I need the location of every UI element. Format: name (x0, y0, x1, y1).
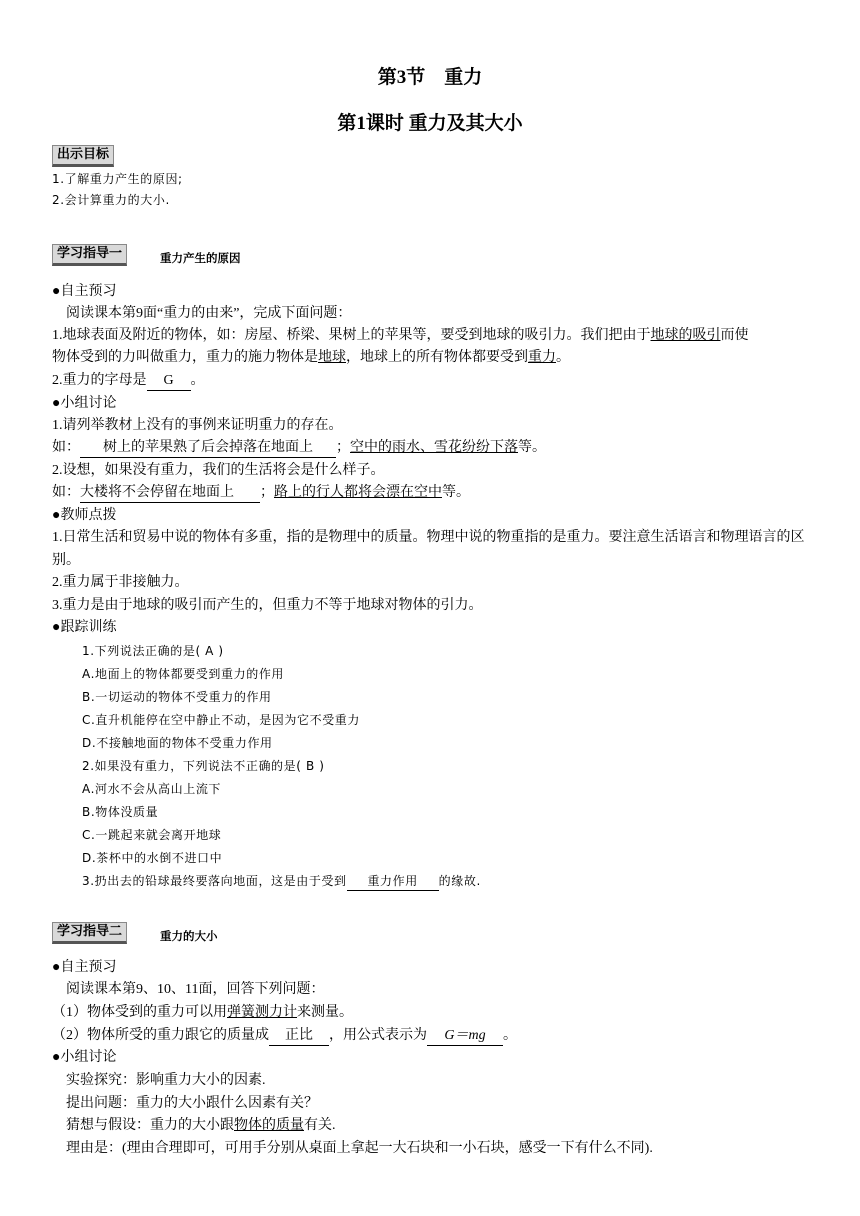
answer-underline: 地球 (318, 350, 346, 365)
answer-blank: 大楼将不会停留在地面上 (80, 484, 260, 503)
question-2-option-c: C.一跳起来就会离开地球 (82, 828, 222, 842)
question-3: 3.扔出去的铅球最终要落向地面，这是由于受到 重力作用 的缘故. (52, 870, 852, 893)
answer-underline: 弹簧测力计 (227, 1005, 297, 1020)
guide2-p1: （1）物体受到的重力可以用弹簧测力计来测量。 (52, 1005, 353, 1020)
guide1-discuss-1: 1.请列举教材上没有的事例来证明重力的存在。 (52, 418, 343, 433)
objective-item-1: 1.了解重力产生的原因; (52, 172, 183, 186)
lesson-title: 第1课时 重力及其大小 (337, 113, 523, 134)
question-1-option-d: D.不接触地面的物体不受重力作用 (82, 736, 273, 750)
guide1-discuss-heading: ●小组讨论 (52, 396, 117, 411)
answer-underline: 路上的行人都将会漂在空中 (274, 485, 442, 500)
question-2: 2.如果没有重力，下列说法不正确的是( B ) (82, 759, 325, 773)
guide2-preview-intro: 阅读课本第9、10、11面，回答下列问题： (66, 982, 325, 997)
guide1-topic: 重力产生的原因 (160, 251, 241, 265)
objective-item-2: 2.会计算重力的大小. (52, 193, 170, 207)
guide1-discuss-1-example: 如： 树上的苹果熟了后会掉落在地面上 ；空中的雨水、雪花纷纷下落等。 (52, 437, 822, 460)
guide2-experiment-1: 实验探究：影响重力大小的因素. (66, 1073, 266, 1088)
answer-underline: 空中的雨水、雪花纷纷下落 (350, 440, 518, 455)
answer-blank: G (147, 372, 191, 391)
guide2-discuss-heading: ●小组讨论 (52, 1050, 117, 1065)
answer-blank: 树上的苹果熟了后会掉落在地面上 (80, 439, 336, 458)
guide1-preview-heading: ●自主预习 (52, 284, 117, 299)
guide1-discuss-2: 2.设想，如果没有重力，我们的生活将会是什么样子。 (52, 463, 385, 478)
objectives-tag: 出示目标 (52, 145, 114, 167)
guide2-p2: （2）物体所受的重力跟它的质量成 正比 ，用公式表示为 G＝mg 。 (52, 1025, 822, 1048)
answer-blank: 正比 (269, 1027, 329, 1046)
question-2-option-b: B.物体没质量 (82, 805, 159, 819)
guide1-p1-line1: 1.地球表面及附近的物体，如：房屋、桥梁、果树上的苹果等，要受到地球的吸引力。我们把由于地球的吸引而使 (52, 328, 749, 343)
guide2-experiment-2: 提出问题：重力的大小跟什么因素有关？ (66, 1096, 318, 1111)
guide1-teacher-1: 1.日常生活和贸易中说的物体有多重，指的是物理中的质量。物理中说的物重指的是重力。要注意生活语言和物理语言的区别。 (52, 530, 805, 568)
guide1-preview-intro: 阅读课本第9面“重力的由来”，完成下面问题： (66, 306, 352, 321)
answer-underline: 地球的吸引 (650, 328, 721, 343)
guide2-experiment-3: 猜想与假设：重力的大小跟物体的质量有关. (66, 1118, 336, 1133)
guide1-teacher-3: 3.重力是由于地球的吸引而产生的，但重力不等于地球对物体的引力。 (52, 598, 483, 613)
guide1-practice-heading: ●跟踪训练 (52, 620, 117, 635)
guide2-preview-heading: ●自主预习 (52, 960, 117, 975)
section-title: 第3节 重力 (377, 67, 483, 88)
answer-blank: G＝mg (427, 1027, 503, 1046)
question-2-option-d: D.茶杯中的水倒不进口中 (82, 851, 223, 865)
question-2-option-a: A.河水不会从高山上流下 (82, 782, 222, 796)
question-1-option-a: A.地面上的物体都要受到重力的作用 (82, 667, 285, 681)
guide1-p2: 2.重力的字母是 G 。 (52, 370, 822, 393)
guide2-topic: 重力的大小 (160, 929, 218, 943)
guide2-tag: 学习指导二 (52, 922, 127, 944)
question-1: 1.下列说法正确的是( A ) (82, 644, 224, 658)
answer-blank: 重力作用 (347, 872, 439, 891)
answer-underline: 重力 (528, 350, 556, 365)
guide1-tag: 学习指导一 (52, 244, 127, 266)
guide2-experiment-4: 理由是：(理由合理即可，可用手分别从桌面上拿起一大石块和一小石块，感受一下有什么不同). (66, 1141, 653, 1156)
answer-underline: 物体的质量 (234, 1118, 304, 1133)
guide1-teacher-heading: ●教师点拨 (52, 508, 117, 523)
guide1-teacher-2: 2.重力属于非接触力。 (52, 575, 189, 590)
question-1-option-b: B.一切运动的物体不受重力的作用 (82, 690, 272, 704)
guide1-p1-line2: 物体受到的力叫做重力，重力的施力物体是地球，地球上的所有物体都要受到重力。 (52, 350, 570, 365)
question-1-option-c: C.直升机能停在空中静止不动，是因为它不受重力 (82, 713, 360, 727)
guide1-discuss-2-example: 如：大楼将不会停留在地面上 ；路上的行人都将会漂在空中等。 (52, 482, 822, 505)
